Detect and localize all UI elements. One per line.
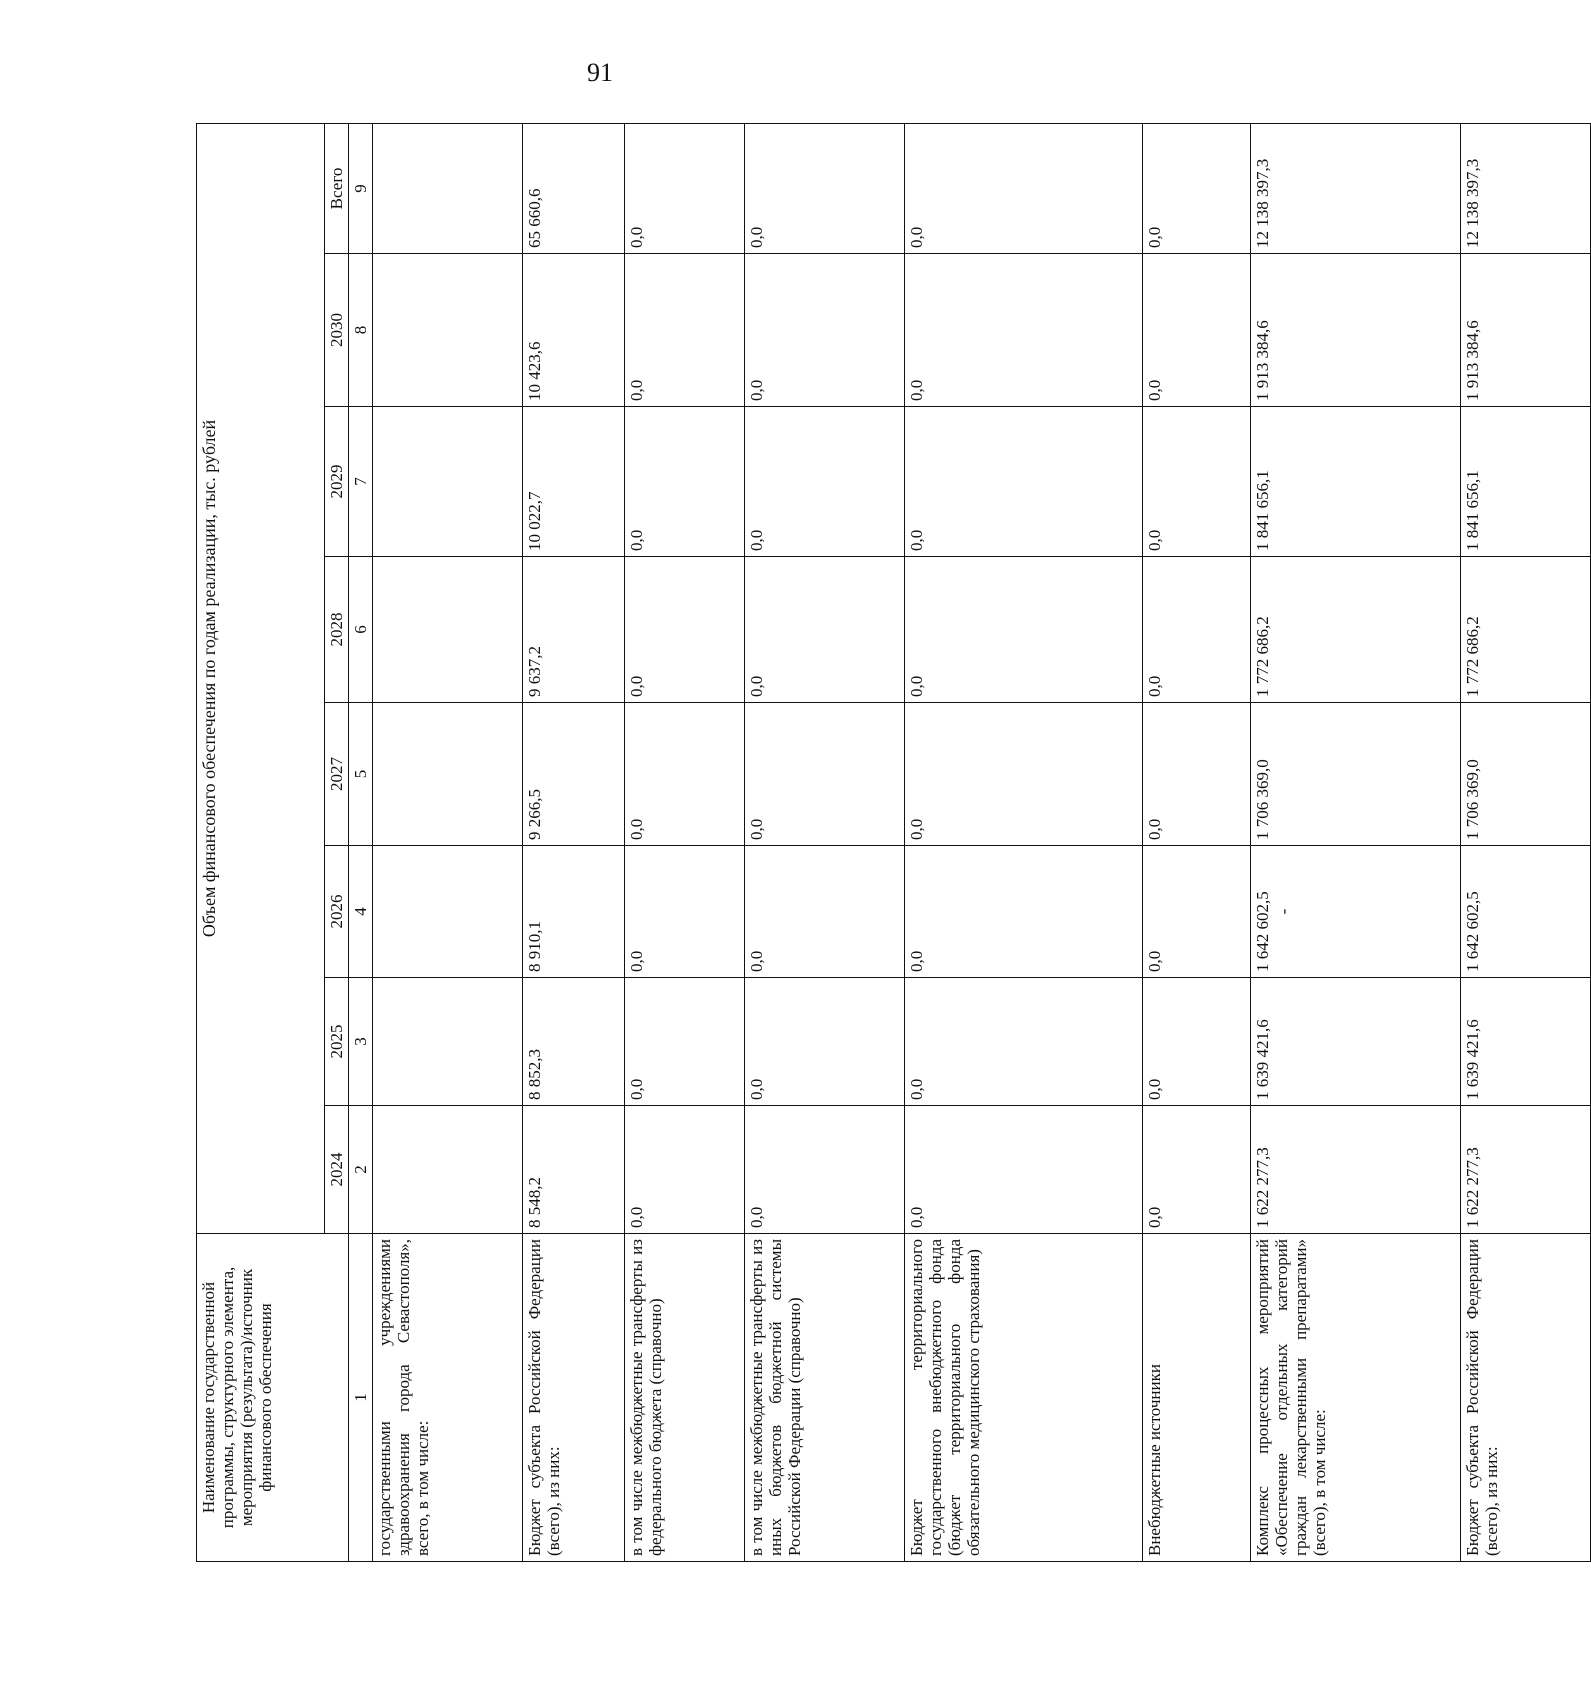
value-text: 0,0 xyxy=(627,1206,647,1228)
value-cell xyxy=(523,123,625,253)
value-text: 0,0 xyxy=(1145,379,1165,401)
value-text: 1 841 656,1 xyxy=(1253,470,1273,551)
value-cell xyxy=(905,1106,1143,1234)
value-text: 0,0 xyxy=(907,675,927,697)
value-text: 0,0 xyxy=(907,226,927,248)
value-cell xyxy=(1461,254,1591,407)
value-text: 0,0 xyxy=(747,950,767,972)
value-cell xyxy=(1461,1106,1591,1234)
column-number: 6 xyxy=(349,557,373,703)
value-text: 1 913 384,6 xyxy=(1253,320,1273,401)
year-header: 2029 xyxy=(325,407,349,557)
value-text: 0,0 xyxy=(627,379,647,401)
value-cell xyxy=(905,557,1143,703)
stray-mark: - xyxy=(1274,908,1294,915)
value-cell xyxy=(373,978,523,1106)
value-text: 0,0 xyxy=(747,675,767,697)
value-text: 10 022,7 xyxy=(525,491,545,551)
value-text: 0,0 xyxy=(627,226,647,248)
table-row xyxy=(1251,123,1461,1561)
value-cell xyxy=(905,254,1143,407)
value-text: 10 423,6 xyxy=(525,341,545,401)
table-row xyxy=(1461,123,1591,1561)
value-text: 1 772 686,2 xyxy=(1463,616,1483,697)
column-number: 8 xyxy=(349,254,373,407)
value-cell xyxy=(745,978,905,1106)
rotated-sheet xyxy=(196,124,1502,1562)
year-header: 2027 xyxy=(325,703,349,846)
value-cell xyxy=(1143,254,1251,407)
value-text: 0,0 xyxy=(907,818,927,840)
value-text: 1 639 421,6 xyxy=(1253,1019,1273,1100)
value-cell xyxy=(373,703,523,846)
value-text: 0,0 xyxy=(1145,1078,1165,1100)
value-text: 1 622 277,3 xyxy=(1253,1147,1273,1228)
value-text: 0,0 xyxy=(747,226,767,248)
year-header: 2024 xyxy=(325,1106,349,1234)
value-text: 1 841 656,1 xyxy=(1463,470,1483,551)
value-text: 65 660,6 xyxy=(525,188,545,248)
value-text: 1 642 602,5 xyxy=(1253,891,1273,972)
value-cell xyxy=(1143,1106,1251,1234)
value-cell xyxy=(1461,123,1591,253)
financing-table xyxy=(196,123,1591,1562)
value-cell xyxy=(745,1106,905,1234)
value-cell xyxy=(745,407,905,557)
value-cell xyxy=(745,846,905,978)
value-text: 0,0 xyxy=(747,818,767,840)
row-name: Бюджет субъекта Российской Федерации (всего), из них: xyxy=(1461,1234,1591,1562)
table-row xyxy=(625,123,745,1561)
value-text: 0,0 xyxy=(1145,950,1165,972)
value-cell xyxy=(373,254,523,407)
value-text: 0,0 xyxy=(1145,818,1165,840)
column-number-row xyxy=(349,123,373,1561)
value-cell xyxy=(1251,123,1461,253)
table-row xyxy=(373,123,523,1561)
value-cell xyxy=(625,978,745,1106)
row-name: Внебюджетные источники xyxy=(1143,1234,1251,1562)
value-text: 1 913 384,6 xyxy=(1463,320,1483,401)
value-cell xyxy=(523,254,625,407)
value-text: 9 266,5 xyxy=(525,789,545,840)
value-cell xyxy=(905,846,1143,978)
value-text: 0,0 xyxy=(747,1078,767,1100)
value-text: 8 910,1 xyxy=(525,921,545,972)
value-cell xyxy=(745,557,905,703)
value-cell xyxy=(1251,703,1461,846)
row-name: Комплекс процессных мероприятий «Обеспечение отдельных категорий граждан лекарственными препаратами» (всего), в том числе: xyxy=(1251,1234,1461,1562)
value-cell xyxy=(1143,557,1251,703)
value-cell xyxy=(373,123,523,253)
value-text: 0,0 xyxy=(627,950,647,972)
value-cell xyxy=(625,557,745,703)
financing-volume-header: Объем финансового обеспечения по годам реализации, тыс. рублей xyxy=(197,123,325,1233)
row-name: государственными учреждениями здравоохранения города Севастополя», всего, в том числе: xyxy=(373,1234,523,1562)
value-cell xyxy=(1143,123,1251,253)
year-header: 2025 xyxy=(325,978,349,1106)
table-row xyxy=(1143,123,1251,1561)
row-name: в том числе межбюджетные трансферты из федерального бюджета (справочно) xyxy=(625,1234,745,1562)
column-number: 1 xyxy=(349,1234,373,1562)
table-row xyxy=(905,123,1143,1561)
value-text: 1 706 369,0 xyxy=(1463,759,1483,840)
value-cell xyxy=(745,254,905,407)
column-number: 9 xyxy=(349,123,373,253)
column-number: 2 xyxy=(349,1106,373,1234)
value-cell xyxy=(625,407,745,557)
value-cell xyxy=(1461,557,1591,703)
value-cell xyxy=(523,846,625,978)
value-cell xyxy=(1251,846,1461,978)
value-cell xyxy=(745,703,905,846)
value-text: 12 138 397,3 xyxy=(1253,158,1273,248)
value-text: 0,0 xyxy=(627,529,647,551)
value-cell xyxy=(523,978,625,1106)
table-row xyxy=(745,123,905,1561)
value-text: 0,0 xyxy=(627,1078,647,1100)
value-text: 1 642 602,5 xyxy=(1463,891,1483,972)
value-cell xyxy=(625,846,745,978)
value-cell xyxy=(1461,978,1591,1106)
value-text: 0,0 xyxy=(1145,1206,1165,1228)
value-text: 9 637,2 xyxy=(525,646,545,697)
value-cell xyxy=(1251,557,1461,703)
value-text: 0,0 xyxy=(907,529,927,551)
column-number: 3 xyxy=(349,978,373,1106)
value-text: 0,0 xyxy=(907,950,927,972)
value-cell xyxy=(625,123,745,253)
year-header: 2028 xyxy=(325,557,349,703)
value-text: 0,0 xyxy=(907,1206,927,1228)
value-cell xyxy=(625,254,745,407)
column-number: 5 xyxy=(349,703,373,846)
value-cell xyxy=(1251,1106,1461,1234)
value-cell xyxy=(523,1106,625,1234)
column-number: 4 xyxy=(349,846,373,978)
value-cell xyxy=(1461,407,1591,557)
value-cell xyxy=(1143,703,1251,846)
value-cell xyxy=(373,1106,523,1234)
value-text: 0,0 xyxy=(747,1206,767,1228)
value-text: 1 772 686,2 xyxy=(1253,616,1273,697)
value-cell xyxy=(373,407,523,557)
value-cell xyxy=(523,703,625,846)
value-cell xyxy=(1143,407,1251,557)
value-text: 1 706 369,0 xyxy=(1253,759,1273,840)
value-cell xyxy=(1251,407,1461,557)
value-text: 0,0 xyxy=(1145,529,1165,551)
value-text: 0,0 xyxy=(907,1078,927,1100)
value-cell xyxy=(745,123,905,253)
value-text: 0,0 xyxy=(1145,675,1165,697)
year-header: 2030 xyxy=(325,254,349,407)
value-text: 1 622 277,3 xyxy=(1463,1147,1483,1228)
value-cell xyxy=(625,1106,745,1234)
value-text: 12 138 397,3 xyxy=(1463,158,1483,248)
value-cell xyxy=(523,407,625,557)
rotated-table-wrapper xyxy=(196,124,1502,1562)
year-header: 2026 xyxy=(325,846,349,978)
table-row xyxy=(523,123,625,1561)
value-cell xyxy=(1143,846,1251,978)
value-cell xyxy=(905,703,1143,846)
name-column-header: Наименование государственной программы, структурного элемента, мероприятия (результата)/источник финансового обеспечения xyxy=(197,1234,349,1562)
year-header: Всего xyxy=(325,123,349,253)
value-text: 0,0 xyxy=(747,529,767,551)
value-cell xyxy=(373,846,523,978)
value-text: 0,0 xyxy=(1145,226,1165,248)
value-cell xyxy=(1251,978,1461,1106)
value-text: 0,0 xyxy=(627,818,647,840)
value-cell xyxy=(1251,254,1461,407)
value-cell xyxy=(373,557,523,703)
value-text: 8 548,2 xyxy=(525,1177,545,1228)
value-text: 0,0 xyxy=(747,379,767,401)
value-text: 8 852,3 xyxy=(525,1049,545,1100)
row-name: Бюджет территориального государственного внебюджетного фонда (бюджет территориального фонда обязательного медицинского страхования) xyxy=(905,1234,1143,1562)
value-cell xyxy=(905,123,1143,253)
value-cell xyxy=(1461,846,1591,978)
value-text: 0,0 xyxy=(627,675,647,697)
value-text: 1 639 421,6 xyxy=(1463,1019,1483,1100)
value-cell xyxy=(905,978,1143,1106)
row-name: Бюджет субъекта Российской Федерации (всего), из них: xyxy=(523,1234,625,1562)
value-text: 0,0 xyxy=(907,379,927,401)
page-number: 91 xyxy=(587,58,613,87)
row-name: в том числе межбюджетные трансферты из иных бюджетов бюджетной системы Российской Федерации (справочно) xyxy=(745,1234,905,1562)
value-cell xyxy=(1461,703,1591,846)
table-body xyxy=(373,123,1591,1561)
value-cell xyxy=(523,557,625,703)
value-cell xyxy=(905,407,1143,557)
column-number: 7 xyxy=(349,407,373,557)
value-cell xyxy=(625,703,745,846)
value-cell xyxy=(1143,978,1251,1106)
